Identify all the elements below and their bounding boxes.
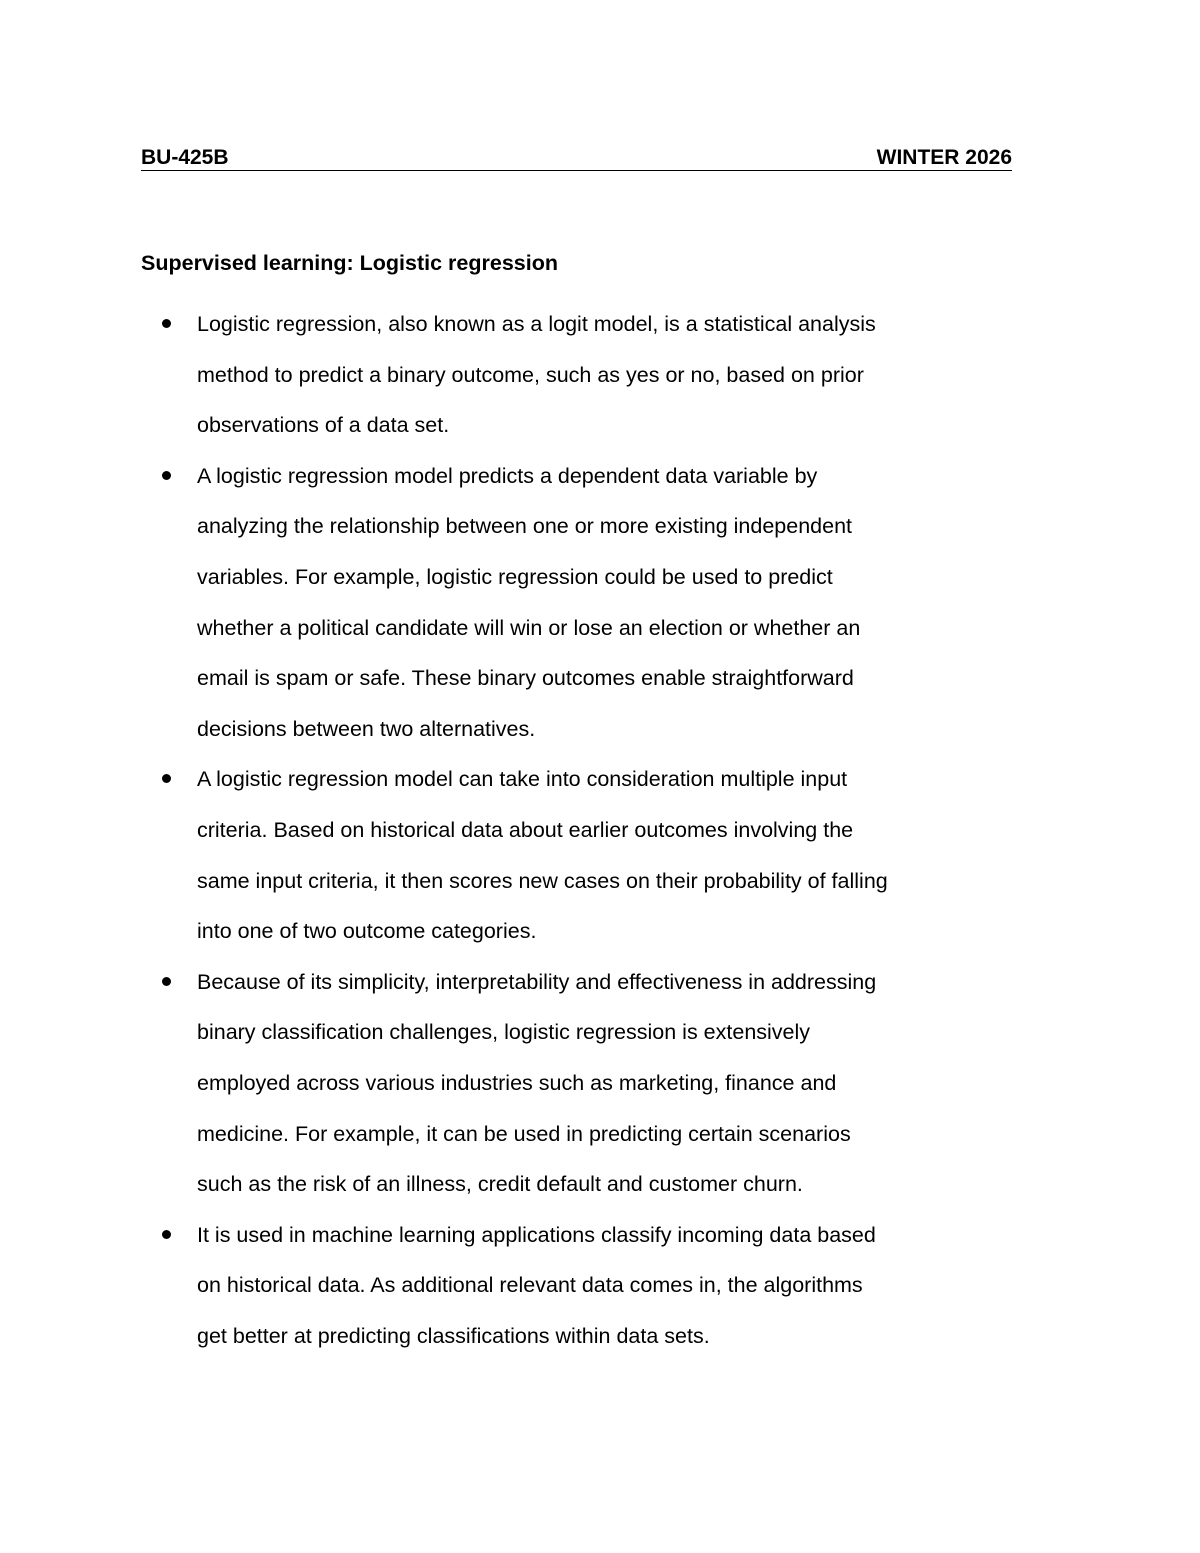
bullet-line: get better at predicting classifications within data sets. (197, 1323, 710, 1348)
course-code: BU-425B (141, 146, 229, 169)
bullet-item (141, 1210, 1071, 1362)
bullet-line: Because of its simplicity, interpretability and effectiveness in addressing (197, 969, 877, 994)
bullet-line: analyzing the relationship between one or more existing independent (197, 514, 852, 539)
page-header (141, 146, 1012, 171)
bullet-dot-icon (162, 471, 171, 480)
bullet-line: whether a political candidate will win or lose an election or whether an (197, 615, 861, 640)
bullet-dot-icon (162, 774, 171, 783)
bullet-item (141, 957, 1071, 1210)
bullet-line: It is used in machine learning applications classify incoming data based (197, 1222, 876, 1247)
bullet-line: into one of two outcome categories. (197, 919, 537, 944)
bullet-dot-icon (162, 1230, 171, 1239)
bullet-line: email is spam or safe. These binary outcomes enable straightforward (197, 666, 854, 691)
bullet-dot-icon (162, 319, 171, 328)
bullet-line: employed across various industries such as marketing, finance and (197, 1070, 837, 1095)
bullet-line: A logistic regression model can take into consideration multiple input (197, 767, 848, 792)
bullet-line: Logistic regression, also known as a logit model, is a statistical analysis (197, 312, 876, 336)
bullet-line: binary classification challenges, logistic regression is extensively (197, 1020, 811, 1045)
bullet-list (141, 299, 1071, 1361)
bullet-line: criteria. Based on historical data about earlier outcomes involving the (197, 817, 854, 842)
bullet-line: observations of a data set. (197, 413, 450, 438)
bullet-line: medicine. For example, it can be used in predicting certain scenarios (197, 1121, 851, 1146)
bullet-line: method to predict a binary outcome, such as yes or no, based on prior (197, 362, 864, 387)
bullet-dot-icon (162, 977, 171, 986)
bullet-item (141, 451, 1071, 755)
bullet-line: same input criteria, it then scores new cases on their probability of falling (197, 868, 888, 893)
bullet-line: decisions between two alternatives. (197, 716, 536, 741)
bullet-line: A logistic regression model predicts a dependent data variable by (197, 463, 818, 488)
term-label: WINTER 2026 (876, 146, 1012, 169)
bullet-line: variables. For example, logistic regression could be used to predict (197, 564, 833, 589)
bullet-line: such as the risk of an illness, credit default and customer churn. (197, 1172, 803, 1197)
bullet-line: on historical data. As additional relevant data comes in, the algorithms (197, 1273, 863, 1298)
section-title: Supervised learning: Logistic regression (141, 251, 558, 275)
bullet-item (141, 754, 1071, 956)
bullet-item (141, 299, 1071, 451)
